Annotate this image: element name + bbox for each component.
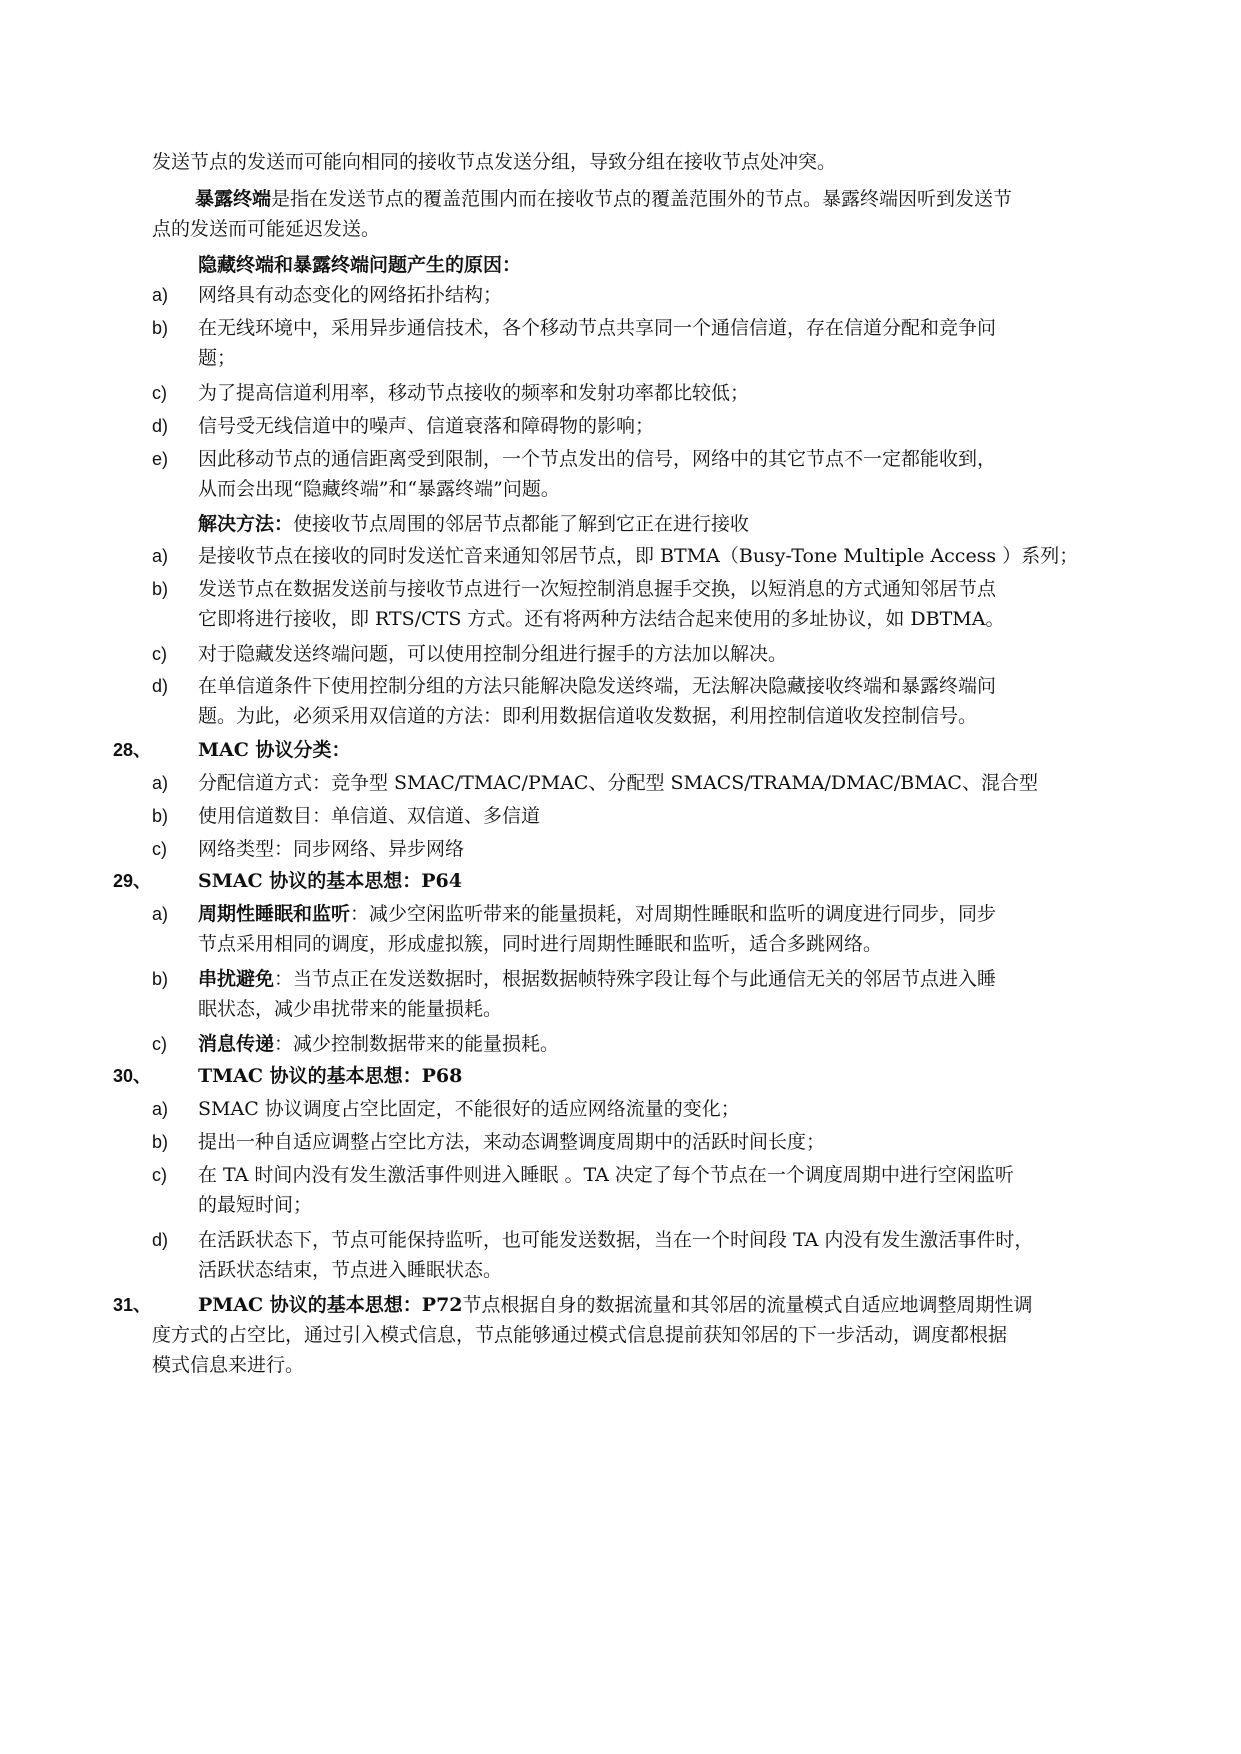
section-title: TMAC 协议的基本思想：P68: [198, 1065, 463, 1087]
list-text: 的最短时间；: [198, 1194, 313, 1216]
list-label: b): [152, 969, 169, 989]
list-term: 消息传递: [198, 1033, 275, 1055]
section-number: 31、: [113, 1295, 152, 1315]
list-label: b): [152, 806, 169, 826]
list-text: 题。为此，必须采用双信道的方法：即利用数据信道收发数据，利用控制信道收发控制信号。: [198, 705, 978, 727]
list-label: a): [152, 546, 169, 566]
list-term: 周期性睡眠和监听: [198, 903, 351, 925]
list-text: SMAC 协议调度占空比固定，不能很好的适应网络流量的变化；: [198, 1098, 740, 1120]
paragraph-text: 模式信息来进行。: [152, 1354, 305, 1376]
section-number: 28、: [113, 740, 152, 760]
paragraph-text: 是指在发送节点的覆盖范围内而在接收节点的覆盖范围外的节点。暴露终端因听到发送节: [271, 188, 1013, 210]
term-exposed-terminal: 暴露终端: [195, 188, 272, 210]
list-text: 眠状态，减少串扰带来的能量损耗。: [198, 998, 503, 1020]
list-label: b): [152, 318, 169, 338]
list-text: 是接收节点在接收的同时发送忙音来通知邻居节点，即 BTMA（Busy-Tone Multiple Access ）系列；: [198, 545, 1079, 567]
list-label: a): [152, 773, 169, 793]
list-text: 信号受无线信道中的噪声、信道衰落和障碍物的影响；: [198, 415, 655, 437]
list-text: 因此移动节点的通信距离受到限制，一个节点发出的信号，网络中的其它节点不一定都能收到，: [198, 448, 997, 470]
list-text: 在 TA 时间内没有发生激活事件则进入睡眠 。TA 决定了每个节点在一个调度周期中进行空闲监听: [198, 1164, 1014, 1186]
list-text: ：减少空闲监听带来的能量损耗，对周期性睡眠和监听的调度进行同步，同步: [350, 903, 997, 925]
list-text: 对于隐藏发送终端问题，可以使用控制分组进行握手的方法加以解决。: [198, 643, 788, 665]
paragraph-text: 发送节点的发送而可能向相同的接收节点发送分组，导致分组在接收节点处冲突。: [152, 151, 837, 173]
list-text: 从而会出现“隐藏终端”和“暴露终端”问题。: [198, 478, 560, 500]
heading-cause: 隐藏终端和暴露终端问题产生的原因：: [198, 254, 522, 276]
list-label: d): [152, 676, 169, 696]
heading-solution-text: 使接收节点周围的邻居节点都能了解到它正在进行接收: [293, 513, 750, 535]
list-label: e): [152, 449, 169, 469]
section-title: MAC 协议分类：: [198, 739, 351, 761]
list-label: c): [152, 383, 167, 403]
list-text: 使用信道数目：单信道、双信道、多信道: [198, 805, 541, 827]
list-label: b): [152, 579, 169, 599]
list-text: 节点采用相同的调度，形成虚拟簇，同时进行周期性睡眠和监听，适合多跳网络。: [198, 933, 883, 955]
section-title: SMAC 协议的基本思想：P64: [198, 870, 462, 892]
paragraph-text: 节点根据自身的数据流量和其邻居的流量模式自适应地调整周期性调: [462, 1294, 1033, 1316]
paragraph-text: 度方式的占空比，通过引入模式信息，节点能够通过模式信息提前获知邻居的下一步活动，调度都根据: [152, 1324, 1008, 1346]
section-title: PMAC 协议的基本思想：P72: [198, 1294, 463, 1316]
list-label: a): [152, 1099, 169, 1119]
list-text: 分配信道方式：竞争型 SMAC/TMAC/PMAC、分配型 SMACS/TRAMA/DMAC/BMAC、混合型: [198, 772, 1038, 794]
list-text: 网络类型：同步网络、异步网络: [198, 838, 465, 860]
list-text: 网络具有动态变化的网络拓扑结构；: [198, 284, 503, 306]
list-text: 在无线环境中，采用异步通信技术，各个移动节点共享同一个通信信道，存在信道分配和竞争问: [198, 317, 997, 339]
list-text: ：减少控制数据带来的能量损耗。: [274, 1033, 560, 1055]
list-text: 它即将进行接收，即 RTS/CTS 方式。还有将两种方法结合起来使用的多址协议，如 DBTMA。: [198, 608, 1005, 630]
list-label: b): [152, 1132, 169, 1152]
list-label: a): [152, 904, 169, 924]
list-label: c): [152, 839, 167, 859]
list-label: c): [152, 1034, 167, 1054]
list-term: 串扰避免: [198, 968, 275, 990]
list-text: ：当节点正在发送数据时，根据数据帧特殊字段让每个与此通信无关的邻居节点进入睡: [274, 968, 997, 990]
heading-solution: 解决方法：: [198, 513, 294, 535]
list-label: c): [152, 1165, 167, 1185]
list-label: d): [152, 416, 169, 436]
section-number: 29、: [113, 871, 152, 891]
list-label: c): [152, 644, 167, 664]
section-number: 30、: [113, 1066, 152, 1086]
list-text: 活跃状态结束，节点进入睡眠状态。: [198, 1259, 503, 1281]
paragraph-text: 点的发送而可能延迟发送。: [152, 218, 381, 240]
list-text: 提出一种自适应调整占空比方法，来动态调整调度周期中的活跃时间长度；: [198, 1131, 826, 1153]
list-text: 在活跃状态下，节点可能保持监听，也可能发送数据，当在一个时间段 TA 内没有发生激活事件时，: [198, 1229, 1034, 1251]
list-text: 在单信道条件下使用控制分组的方法只能解决隐发送终端，无法解决隐藏接收终端和暴露终端问: [198, 675, 997, 697]
list-text: 发送节点在数据发送前与接收节点进行一次短控制消息握手交换，以短消息的方式通知邻居节点: [198, 578, 997, 600]
list-text: 题；: [198, 347, 237, 369]
list-label: d): [152, 1230, 169, 1250]
list-text: 为了提高信道利用率，移动节点接收的频率和发射功率都比较低；: [198, 382, 750, 404]
list-label: a): [152, 285, 169, 305]
